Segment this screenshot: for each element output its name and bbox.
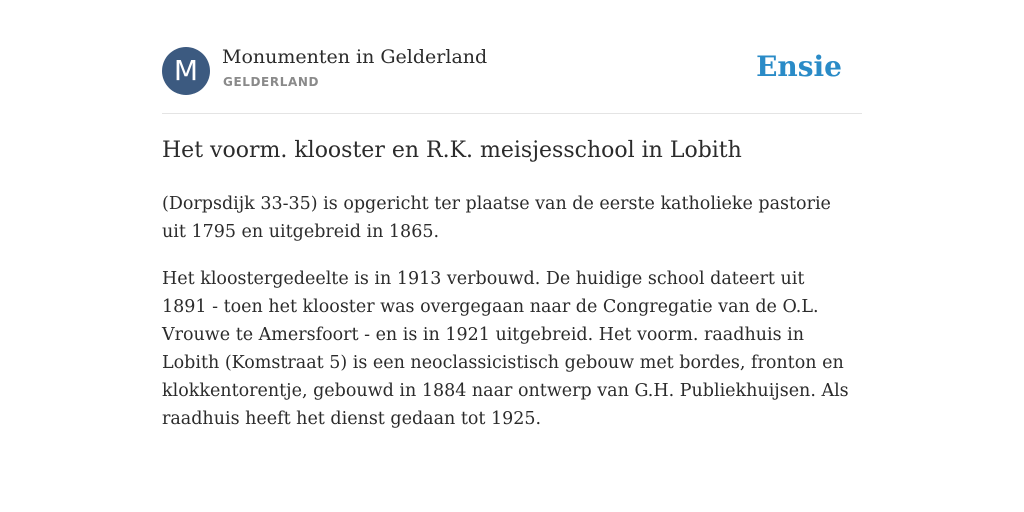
entry-card	[162, 0, 862, 429]
collection-avatar[interactable]: M	[162, 47, 210, 95]
article-paragraph-1: (Dorpsdijk 33-35) is opgericht ter plaatse van de eerste katholieke pastorie uit 1795 en uitgebreid in 1865.	[162, 194, 831, 242]
collection-title-link[interactable]: Monumenten in Gelderland	[222, 46, 488, 68]
entry-header	[162, 0, 862, 114]
collection-region-label: GELDERLAND	[223, 75, 320, 89]
article-title: Het voorm. klooster en R.K. meisjesschool in Lobith	[162, 138, 742, 163]
article-paragraph-2: Het kloostergedeelte is in 1913 verbouwd. De huidige school dateert uit 1891 - toen het klooster was overgegaan naar de Congregatie van de O.L. Vrouwe te Amersfoort - en is in 1921 uitgebreid. Het voorm. raadhuis in Lobith (Komstraat 5) is een neoclassicistisch gebouw met bordes, fronton en klokkentorentje, gebouwd in 1884 naar ontwerp van G.H. Publiekhuijsen. Als raadhuis heeft het dienst gedaan tot 1925.	[162, 269, 849, 429]
ensie-logo[interactable]: Ensie	[756, 50, 842, 83]
